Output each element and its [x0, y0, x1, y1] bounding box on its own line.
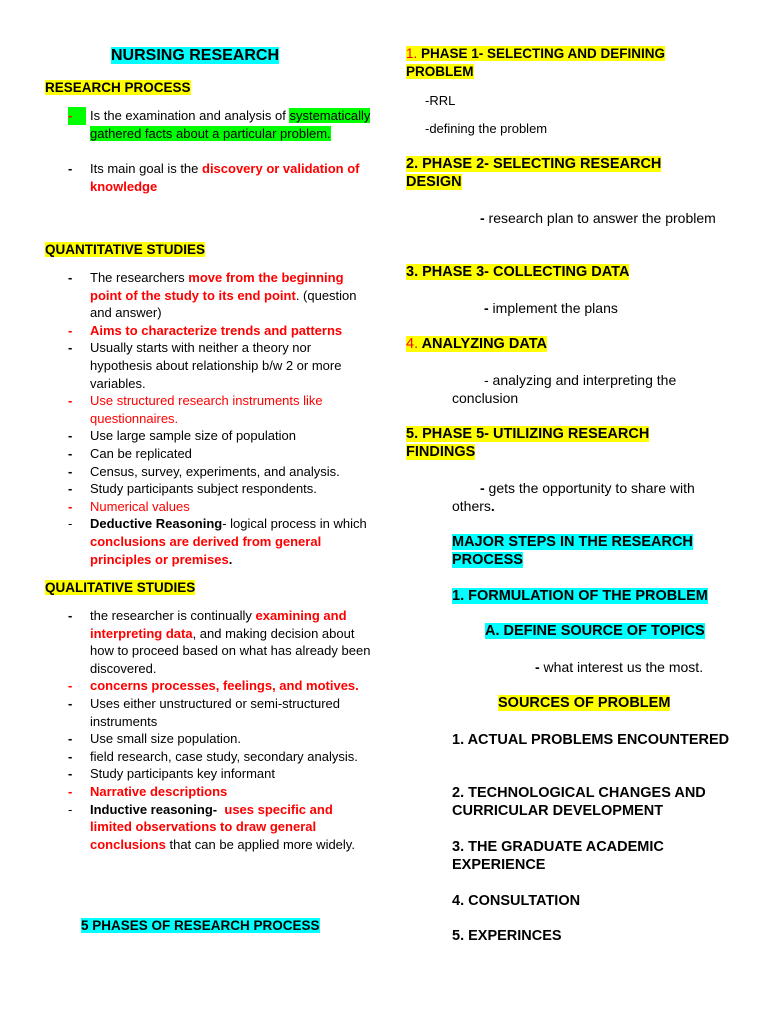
- source-item: 3. THE GRADUATE ACADEMIC EXPERIENCE: [452, 839, 664, 873]
- step-1a-heading: A. DEFINE SOURCE OF TOPICS: [485, 623, 705, 639]
- list-item: - Aims to characterize trends and patterns: [68, 322, 343, 338]
- qualitative-heading: QUALITATIVE STUDIES: [45, 580, 196, 595]
- step-1-heading: 1. FORMULATION OF THE PROBLEM: [452, 588, 708, 604]
- source-item: 5. EXPERINCES: [452, 928, 562, 944]
- list-item: - Use structured research instruments like questionnaires.: [68, 393, 323, 426]
- phase-2-text: - research plan to answer the problem: [480, 210, 716, 226]
- list-item: - Deductive Reasoning- logical process in which conclusions are derived from general principles or premises.: [68, 516, 367, 567]
- phase-1-heading: 1. PHASE 1- SELECTING AND DEFINING PROBLEM: [406, 46, 666, 79]
- phase-3-heading: 3. PHASE 3- COLLECTING DATA: [406, 264, 630, 280]
- phase-1-sub-defining: -defining the problem: [425, 121, 548, 136]
- list-item: - the researcher is continually examining and interpreting data, and making decision about how to proceed based on what has already been discovered.: [68, 608, 371, 676]
- list-item: - Use small size population.: [68, 731, 242, 747]
- list-item: - Census, survey, experiments, and analysis.: [68, 463, 340, 479]
- qualitative-list: [45, 607, 375, 853]
- list-item: - Study participants subject respondents.: [68, 481, 317, 497]
- step-1a-text: - what interest us the most.: [535, 659, 704, 675]
- page-title: NURSING RESEARCH: [111, 47, 280, 64]
- phase-4-heading: 4. ANALYZING DATA: [406, 336, 547, 352]
- phase-5-heading: 5. PHASE 5- UTILIZING RESEARCH FINDINGS: [406, 426, 650, 460]
- list-item: - concerns processes, feelings, and motives.: [68, 678, 359, 694]
- quantitative-heading: QUANTITATIVE STUDIES: [45, 242, 206, 257]
- major-steps-heading: MAJOR STEPS IN THE RESEARCH PROCESS: [452, 534, 693, 568]
- source-item: 1. ACTUAL PROBLEMS ENCOUNTERED: [452, 732, 730, 748]
- phase-2-heading: 2. PHASE 2- SELECTING RESEARCH DESIGN: [406, 156, 662, 190]
- phase-4-text: - analyzing and interpreting the conclusion: [452, 372, 677, 406]
- source-item: 4. CONSULTATION: [452, 893, 581, 909]
- list-item: - Uses either unstructured or semi-structured instruments: [68, 695, 340, 729]
- list-item: - Use large sample size of population: [68, 428, 296, 444]
- list-item: - Can be replicated: [68, 445, 192, 461]
- research-process-list: [45, 107, 375, 195]
- sources-heading: SOURCES OF PROBLEM: [498, 695, 671, 711]
- phase-1-sub-rrl: -RRL: [425, 93, 456, 108]
- list-item: - Study participants key informant: [68, 766, 275, 782]
- list-item: - Its main goal is the discovery or validation of knowledge: [68, 161, 360, 194]
- list-item: - The researchers move from the beginning point of the study to its end point. (question and answer): [68, 270, 357, 321]
- phase-3-text: - implement the plans: [484, 300, 618, 316]
- five-phases-heading: 5 PHASES OF RESEARCH PROCESS: [81, 918, 320, 933]
- list-item: - field research, case study, secondary analysis.: [68, 748, 358, 764]
- source-item: 2. TECHNOLOGICAL CHANGES AND CURRICULAR DEVELOPMENT: [452, 785, 706, 819]
- list-item: - Usually starts with neither a theory nor hypothesis about relationship b/w 2 or more variables.: [68, 340, 342, 391]
- list-item: - Narrative descriptions: [68, 783, 228, 799]
- list-item: - Is the examination and analysis of systematically gathered facts about a particular problem.: [68, 108, 371, 141]
- list-item: - Numerical values: [68, 498, 190, 514]
- list-item: - Inductive reasoning- uses specific and limited observations to draw general conclusions that can be applied more widely.: [68, 801, 355, 852]
- quantitative-list: [45, 269, 375, 568]
- phase-5-text: - gets the opportunity to share with others.: [452, 480, 695, 514]
- research-process-heading: RESEARCH PROCESS: [45, 80, 191, 95]
